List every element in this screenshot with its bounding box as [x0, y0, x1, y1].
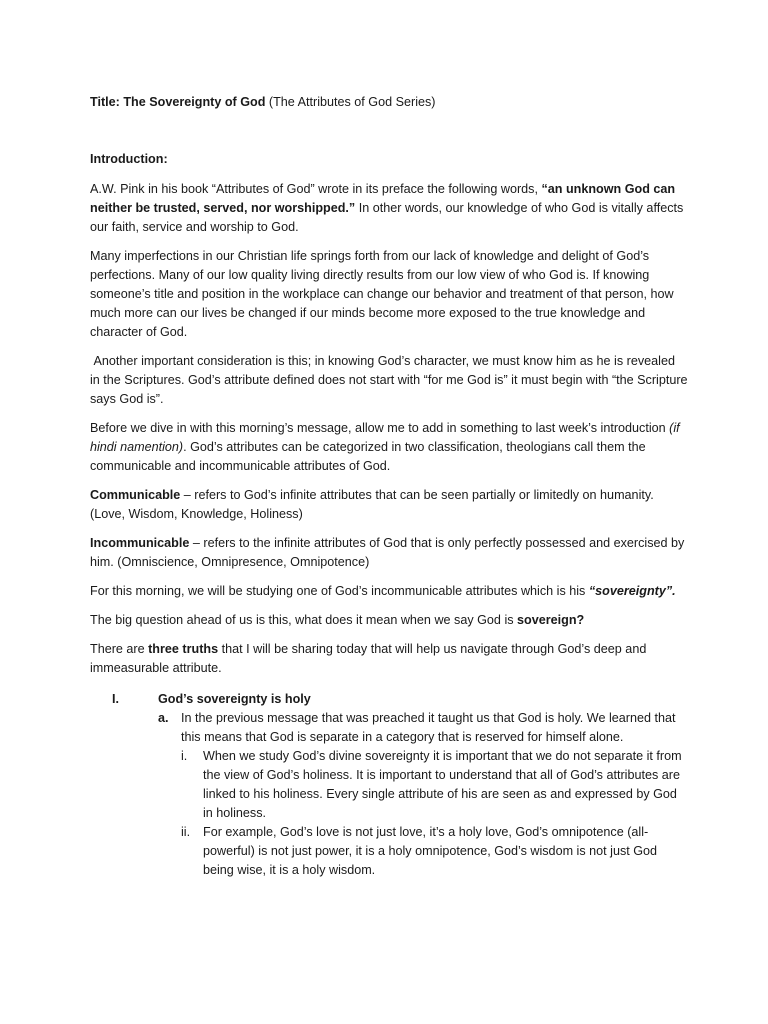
- outline-point-1: [90, 690, 688, 709]
- subpoint-i-text: When we study God’s divine sovereignty it is important that we do not separate it from the view of God’s holiness. It is important to understand that all of God’s attributes are linked to his holiness. Every single attribute of his are seen as and expressed by God in holiness.: [203, 749, 682, 820]
- outline-subpoint-a: [90, 709, 688, 747]
- subpoint-i-numeral: i.: [181, 749, 188, 763]
- communicable-definition: Communicable – refers to God’s infinite attributes that can be seen partially or limitedly on humanity. (Love, Wisdom, Knowledge, Holiness): [90, 488, 654, 521]
- subpoint-a-letter: a.: [158, 711, 169, 725]
- incommunicable-term: Incommunicable: [90, 536, 190, 550]
- subpoint-ii-numeral: ii.: [181, 825, 191, 839]
- point-1-title: God’s sovereignty is holy: [158, 692, 311, 706]
- communicable-term: Communicable: [90, 488, 181, 502]
- outline-subpoint-ii: [90, 823, 688, 880]
- pink-quote: “an unknown God can neither be trusted, served, nor worshipped.”: [90, 182, 676, 215]
- intro-paragraph-6: The big question ahead of us is this, what does it mean when we say God is sovereign?: [90, 613, 585, 627]
- three-truths-term: three truths: [148, 642, 219, 656]
- document-title: [90, 93, 688, 112]
- intro-paragraph-7: There are three truths that I will be sharing today that will help us navigate through God’s deep and immeasurable attribute.: [90, 642, 647, 675]
- point-1-number: I.: [112, 692, 119, 706]
- intro-paragraph-1: A.W. Pink in his book “Attributes of God” wrote in its preface the following words, “an unknown God can neither be trusted, served, nor worshipped.” In other words, our knowledge of who God is vitally affects our faith, service and worship to God.: [90, 182, 684, 234]
- intro-paragraph-3: Another important consideration is this; in knowing God’s character, we must know him as he is revealed in the Scriptures. God’s attribute defined does not start with “for me God is” it must begin with “the Scripture says God is”.: [90, 354, 692, 406]
- sovereign-term: sovereign?: [517, 613, 585, 627]
- outline-subpoint-i: [90, 747, 688, 823]
- introduction-heading: Introduction:: [90, 152, 168, 166]
- subpoint-ii-text: For example, God’s love is not just love, it’s a holy love, God’s omnipotence (all-powerful) is not just power, it is a holy omnipotence, God’s wisdom is not just God being wise, it is a holy wisdom.: [203, 825, 658, 877]
- italic-note: (if hindi namention): [90, 421, 680, 454]
- intro-paragraph-4: Before we dive in with this morning’s message, allow me to add in something to last week’s introduction (if hindi namention). God’s attributes can be categorized in two classification, theologians call them the communicable and incommunicable attributes of God.: [90, 421, 680, 473]
- intro-paragraph-2: Many imperfections in our Christian life springs forth from our lack of knowledge and delight of God’s perfections. Many of our low quality living directly results from our low view of who God is. If knowing someone’s title and position in the workplace can change our behavior and treatment of that person, how much more can our lives be changed if our minds become more exposed to the true knowledge and character of God.: [90, 249, 674, 339]
- sovereignty-term: “sovereignty”.: [588, 584, 676, 598]
- series-label: (The Attributes of God Series): [268, 95, 436, 109]
- title-label: Title: The Sovereignty of God: [90, 95, 266, 109]
- intro-paragraph-5: For this morning, we will be studying one of God’s incommunicable attributes which is his “sovereignty”.: [90, 584, 676, 598]
- incommunicable-definition: Incommunicable – refers to the infinite attributes of God that is only perfectly possessed and exercised by him. (Omniscience, Omnipresence, Omnipotence): [90, 536, 685, 569]
- subpoint-a-text: In the previous message that was preached it taught us that God is holy. We learned that this means that God is separate in a category that is reserved for himself alone.: [181, 711, 676, 744]
